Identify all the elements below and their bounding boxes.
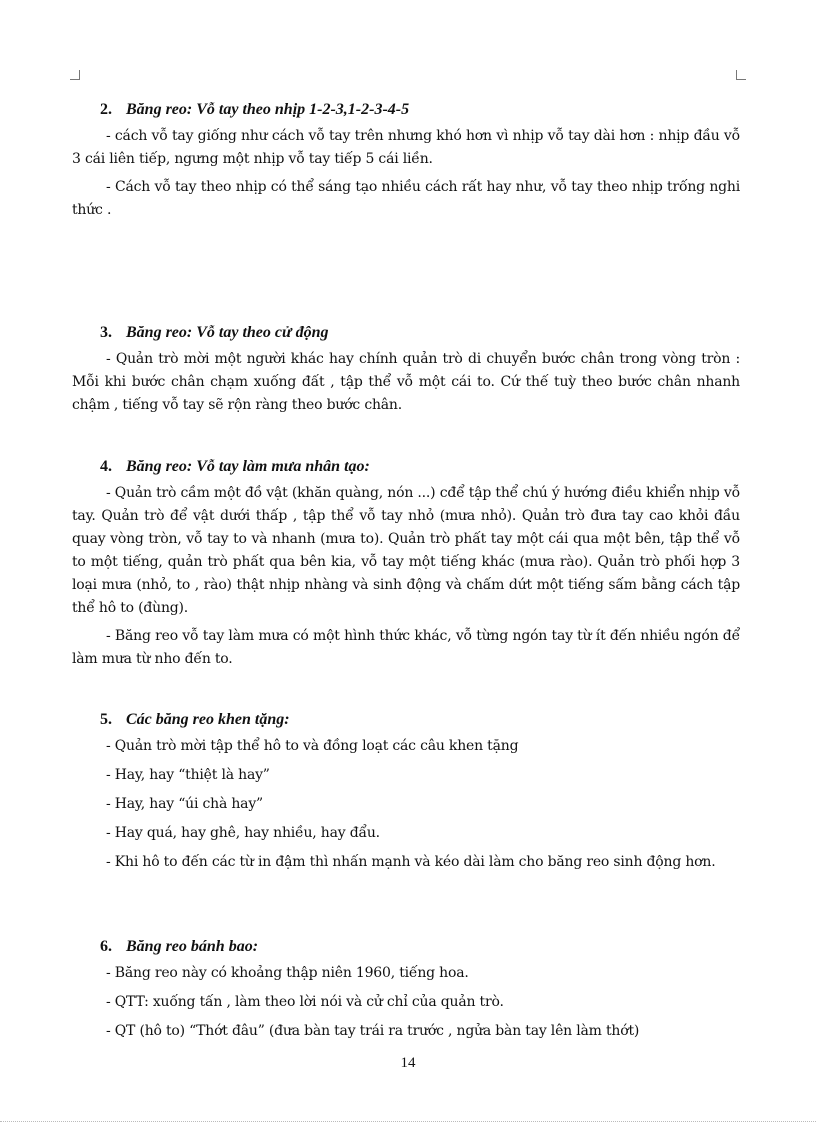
section-number: 6. [100, 938, 112, 955]
section-title: Các băng reo khen tặng: [126, 711, 290, 728]
section-5 [72, 710, 740, 879]
section-3 [72, 323, 740, 422]
section-number: 5. [100, 711, 112, 728]
crop-mark-top-right [736, 70, 746, 80]
crop-mark-top-left [70, 70, 80, 80]
section-number: 4. [100, 458, 112, 475]
list-item: - Quản trò mời tập thể hô to và đồng loạt các câu khen tặng [106, 738, 519, 754]
list-item: - QT (hô to) “Thớt đâu” (đưa bàn tay trái ra trước , ngửa bàn tay lên làm thớt) [106, 1023, 640, 1039]
section-title: Băng reo: Vỗ tay làm mưa nhân tạo: [126, 458, 370, 475]
paragraph: - Quản trò mời một người khác hay chính quản trò di chuyển bước chân trong vòng tròn : Mỗi khi bước chân chạm xuống đất , tập thể vỗ một cái to. Cứ thế tuỳ theo bước chân nhanh chậm , tiếng vỗ tay sẽ rộn ràng theo bước chân. [72, 351, 740, 413]
paragraph: - Quản trò cầm một đồ vật (khăn quàng, nón ...) cđể tập thể chú ý hướng điều khiển nhịp vỗ tay. Quản trò để vật dưới thấp , tập thể vỗ tay nhỏ (mưa nhỏ). Quản trò đưa tay cao khỏi đầu quay vòng tròn, vỗ tay to và nhanh (mưa to). Quản trò phất tay một cái qua một bên, tập thể vỗ to một tiếng, quản trò phất qua bên kia, vỗ tay một tiếng khác (mưa rào). Quản trò phối hợp 3 loại mưa (nhỏ, to , rào) thật nhịp nhàng và sinh động và chấm dứt một tiếng sấm bằng cách tập thể hô to (đùng). [72, 485, 740, 616]
list-item: - QTT: xuống tấn , làm theo lời nói và cử chỉ của quản trò. [106, 994, 504, 1010]
section-number: 3. [100, 324, 112, 341]
section-title: Băng reo bánh bao: [126, 938, 259, 955]
section-heading [72, 457, 740, 477]
section-heading [72, 100, 740, 120]
footer-divider [0, 1121, 816, 1122]
section-title: Băng reo: Vỗ tay theo nhịp 1-2-3,1-2-3-4-5 [126, 101, 410, 118]
list-item: - Hay, hay “úi chà hay” [106, 796, 263, 812]
section-number: 2. [100, 101, 112, 118]
section-heading [72, 323, 740, 343]
list-item: - Hay quá, hay ghê, hay nhiều, hay đẩu. [106, 825, 380, 841]
section-title: Băng reo: Vỗ tay theo cử động [126, 324, 329, 341]
paragraph: - cách vỗ tay giống như cách vỗ tay trên nhưng khó hơn vì nhịp vỗ tay dài hơn : nhịp đầu vỗ 3 cái liên tiếp, ngưng một nhịp vỗ tay tiếp 5 cái liền. [72, 128, 740, 167]
list-item: - Hay, hay “thiệt là hay” [106, 767, 270, 783]
section-2 [72, 100, 740, 227]
page-number: 14 [400, 1055, 416, 1071]
section-heading [72, 937, 740, 957]
paragraph: - Cách vỗ tay theo nhịp có thể sáng tạo nhiều cách rất hay như, vỗ tay theo nhịp trống nghi thức . [72, 179, 740, 218]
section-4 [72, 457, 740, 676]
paragraph: - Khi hô to đến các từ in đậm thì nhấn mạnh và kéo dài làm cho băng reo sinh động hơn. [106, 854, 716, 870]
paragraph: - Băng reo vỗ tay làm mưa có một hình thức khác, vỗ từng ngón tay từ ít đến nhiều ngón để làm mưa từ nho đến to. [72, 628, 740, 667]
section-6 [72, 937, 740, 1049]
list-item: - Băng reo này có khoảng thập niên 1960, tiếng hoa. [106, 965, 469, 981]
section-heading [72, 710, 740, 730]
